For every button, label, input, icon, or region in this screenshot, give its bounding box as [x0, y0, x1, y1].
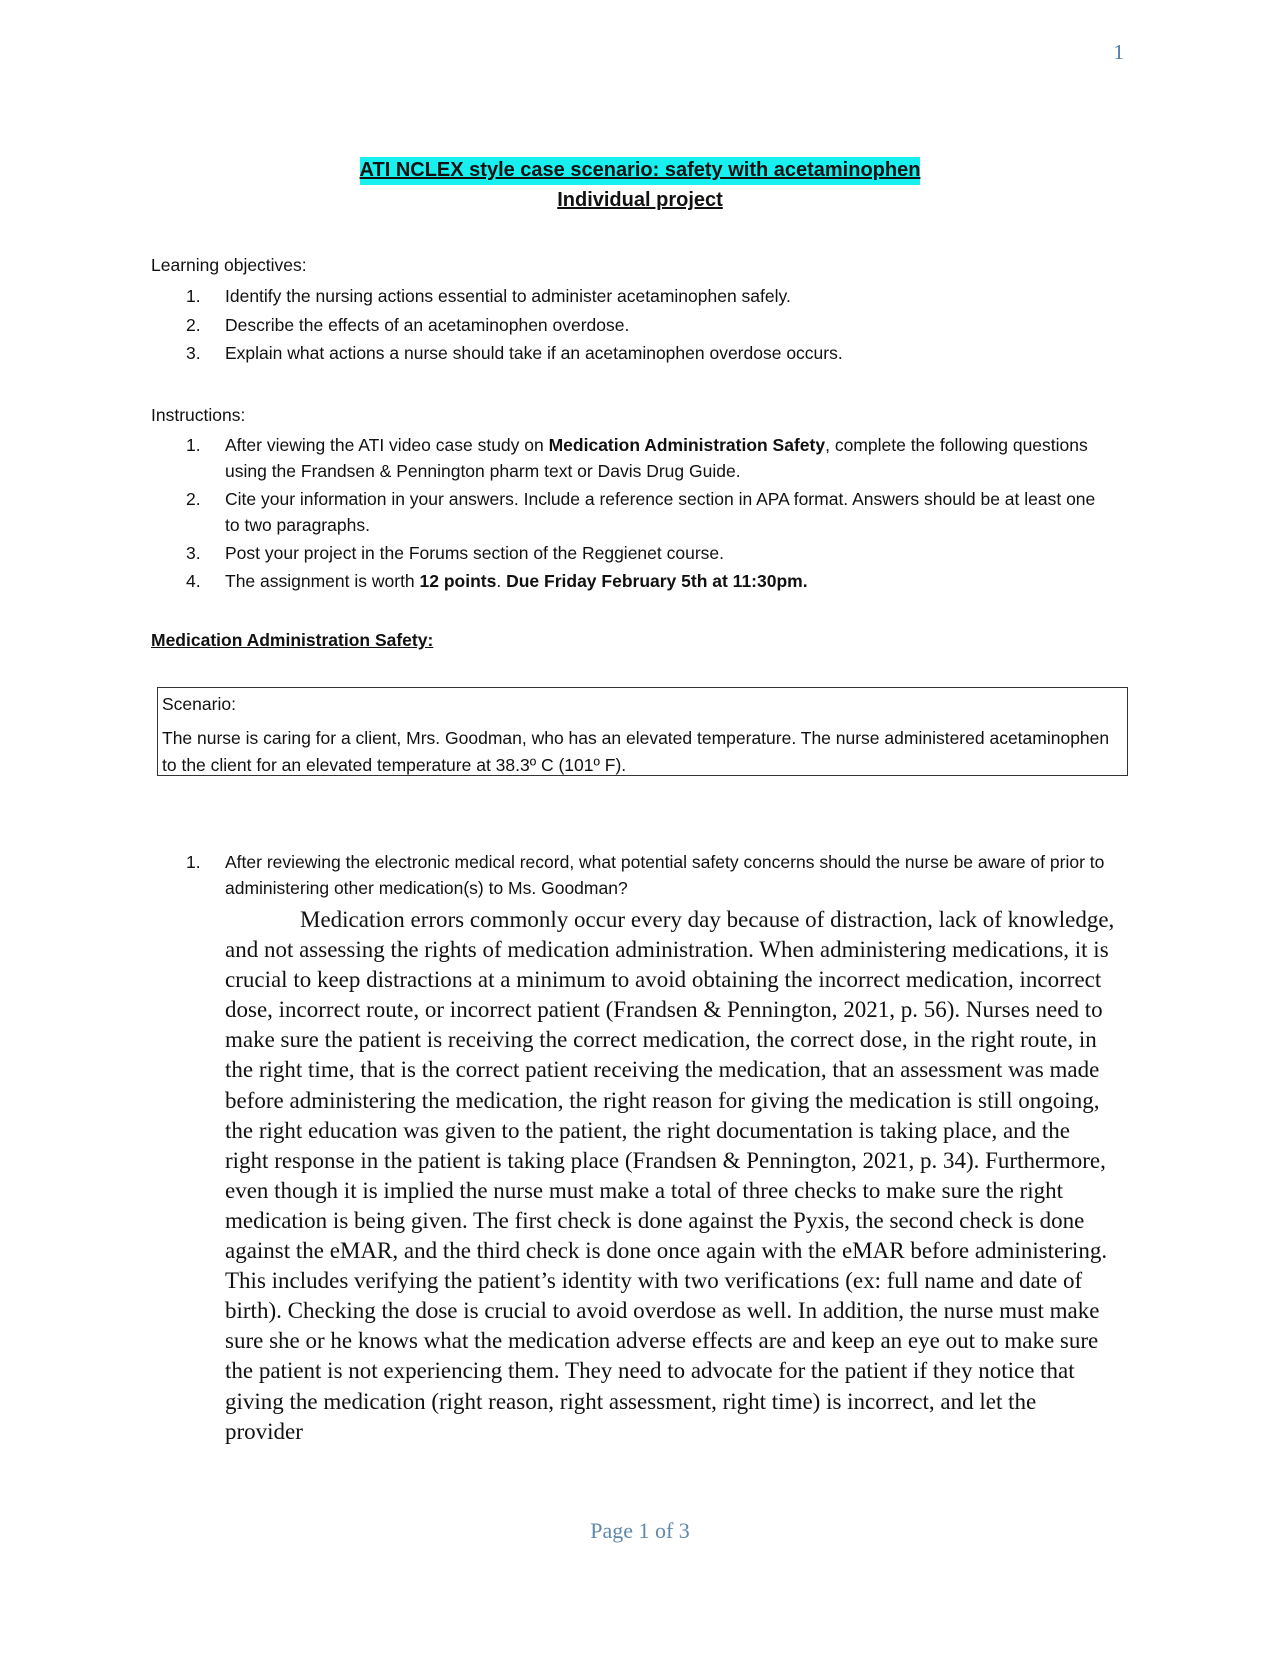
video-title: Medication Administration Safety — [548, 435, 826, 455]
list-item — [151, 486, 1111, 538]
list-item-text: Identify the nursing actions essential to administer acetaminophen safely. — [225, 286, 791, 306]
page-footer: Page 1 of 3 — [590, 1518, 690, 1543]
list-number: 3. — [186, 343, 201, 363]
list-item — [151, 568, 1111, 594]
question-text: After reviewing the electronic medical record, what potential safety concerns should the nurse be aware of prior to administering other medication(s) to Ms. Goodman? — [225, 852, 1105, 898]
list-item-text: Cite your information in your answers. Include a reference section in APA format. Answers should be at least one to two paragraphs. — [225, 489, 1096, 535]
answer-paragraph: Medication errors commonly occur every day because of distraction, lack of knowledge, and not assessing the rights of medication administration. When administering medications, it is crucial to keep distractions at a minimum to avoid obtaining the incorrect medication, incorrect dose, incorrect route, or incorrect patient (Frandsen & Pennington, 2021, p. 56). Nurses need to make sure the patient is receiving the correct medication, the correct dose, in the right route, in the right time, that is the correct patient receiving the medication, that an assessment was made before administering the medication, the right reason for giving the medication is still ongoing, the right education was given to the patient, the right documentation is taking place, and the right response in the patient is taking place (Frandsen & Pennington, 2021, p. 34). Furthermore, even though it is implied the nurse must make a total of three checks to make sure the right medication is being given. The first check is done against the Pyxis, the second check is done against the eMAR, and the third check is done once again with the eMAR before administering. This includes verifying the patient’s identity with two verifications (ex: full name and date of birth). Checking the dose is crucial to avoid overdose as well. In addition, the nurse must make sure she or he knows what the medication adverse effects are and keep an eye out to make sure the patient is not experiencing them. They need to advocate for the patient if they notice that giving the medication (right reason, right assessment, right time) is incorrect, and let the provider — [225, 907, 1115, 1444]
scenario-text: The nurse is caring for a client, Mrs. Goodman, who has an elevated temperature. The nurse administered acetaminophen to the client for an elevated temperature at 38.3º C (101º F). — [162, 728, 1110, 775]
list-item-text: Post your project in the Forums section of the Reggienet course. — [225, 543, 725, 563]
title-line-1: ATI NCLEX style case scenario: safety with acetaminophen — [360, 157, 921, 185]
title-line-2: Individual project — [557, 189, 723, 211]
question-number: 1. — [186, 852, 201, 872]
list-item — [151, 340, 1111, 369]
page-number: 1 — [1113, 40, 1124, 64]
list-item — [151, 283, 1111, 312]
list-number: 4. — [186, 571, 201, 591]
list-item-text: After viewing the ATI video case study on Medication Administration Safety, complete the following questions using the Frandsen & Pennington pharm text or Davis Drug Guide. — [225, 435, 1088, 481]
list-item — [151, 432, 1111, 484]
list-number: 3. — [186, 543, 201, 563]
objectives-list — [151, 283, 1111, 369]
list-number: 1. — [186, 286, 201, 306]
instructions-list — [151, 432, 1111, 596]
list-item-text: The assignment is worth 12 points. Due Friday February 5th at 11:30pm. — [225, 571, 808, 591]
instructions-label: Instructions: — [151, 405, 246, 425]
list-number: 1. — [186, 435, 201, 455]
due-date: Due Friday February 5th at 11:30pm. — [506, 571, 808, 591]
scenario-box — [157, 687, 1128, 776]
points-value: 12 points — [419, 571, 497, 591]
list-item-text: Describe the effects of an acetaminophen overdose. — [225, 314, 630, 335]
scenario-label: Scenario: — [162, 694, 236, 714]
list-item-text: Explain what actions a nurse should take if an acetaminophen overdose occurs. — [225, 343, 843, 363]
document-title — [0, 155, 1280, 215]
section-heading: Medication Administration Safety: — [151, 630, 434, 650]
list-item — [151, 540, 1111, 566]
objectives-label: Learning objectives: — [151, 255, 307, 275]
list-item — [151, 312, 1111, 341]
list-number: 2. — [186, 489, 201, 509]
list-number: 2. — [186, 314, 201, 335]
question-1 — [151, 849, 1111, 901]
